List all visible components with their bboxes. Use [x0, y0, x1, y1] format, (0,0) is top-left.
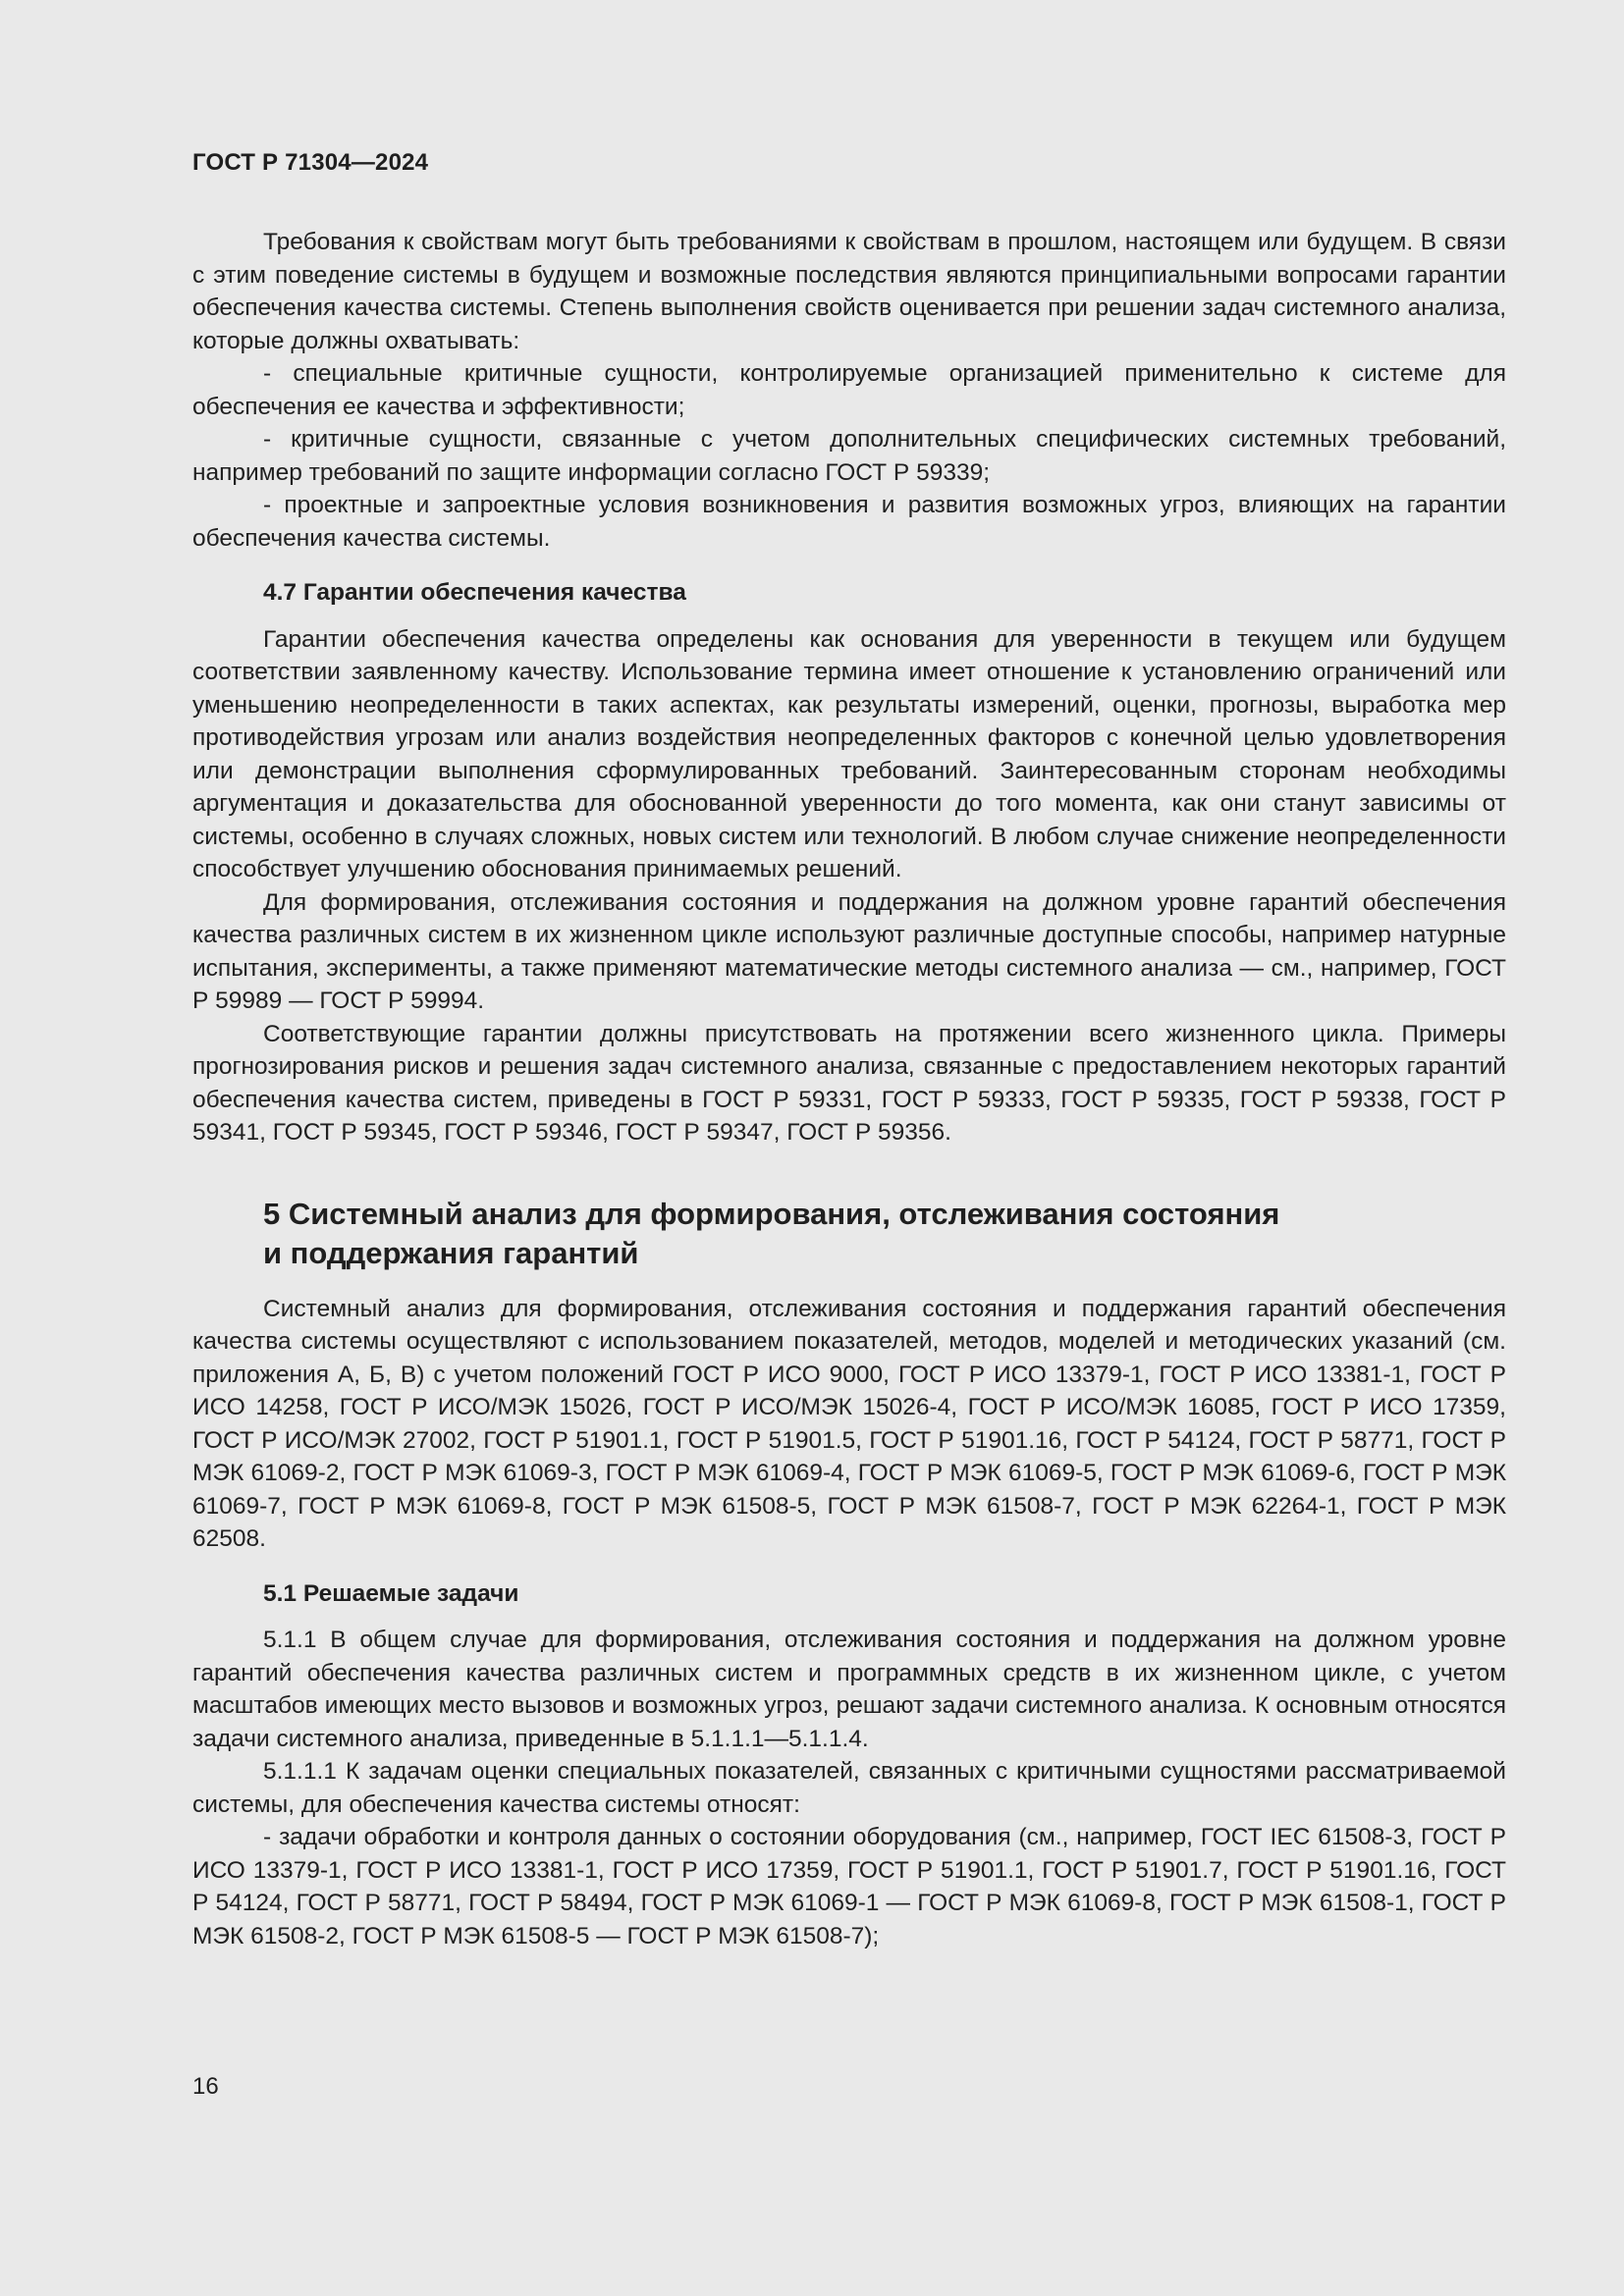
chapter-heading-5 — [263, 1195, 1506, 1273]
paragraph: 5.1.1.1 К задачам оценки специальных показателей, связанных с критичными сущностями рассматриваемой системы, для обеспечения качества системы относят: — [192, 1758, 1506, 1818]
paragraph: Для формирования, отслеживания состояния и поддержания на должном уровне гарантий обеспечения качества различных систем в их жизненном цикле используют различные доступные способы, например натурные испытания, эксперименты, а также применяют математические методы системного анализа — см., например, ГОСТ Р 59989 — ГОСТ Р 59994. — [192, 888, 1506, 1014]
list-item: - проектные и запроектные условия возникновения и развития возможных угроз, влияющих на гарантии обеспечения качества системы. — [192, 492, 1506, 552]
list-item: - специальные критичные сущности, контролируемые организацией применительно к системе для обеспечения ее качества и эффективности; — [192, 360, 1506, 420]
section-heading-4-7: 4.7 Гарантии обеспечения качества — [263, 579, 686, 606]
page-number: 16 — [192, 2073, 219, 2100]
list-item: - задачи обработки и контроля данных о состоянии оборудования (см., например, ГОСТ IEC 61508-3, ГОСТ Р ИСО 13379-1, ГОСТ Р ИСО 13381-1, ГОСТ Р ИСО 17359, ГОСТ Р 51901.1, ГОСТ Р 51901.7, ГОСТ Р 51901.16, ГОСТ Р 54124, ГОСТ Р 58771, ГОСТ Р 58494, ГОСТ Р МЭК 61069-1 — ГОСТ Р МЭК 61069-8, ГОСТ Р МЭК 61508-1, ГОСТ Р МЭК 61508-2, ГОСТ Р МЭК 61508-5 — ГОСТ Р МЭК 61508-7); — [192, 1824, 1506, 1949]
paragraph: Гарантии обеспечения качества определены как основания для уверенности в текущем или будущем соответствии заявленному качеству. Использование термина имеет отношение к установлению ограничений или уменьшению неопределенности в таких аспектах, как результаты измерений, оценки, прогнозы, выработка мер противодействия угрозам или анализ воздействия неопределенных факторов с конечной целью удовлетворения или демонстрации выполнения сформулированных требований. Заинтересованным сторонам необходимы аргументация и доказательства для обоснованной уверенности до того момента, как они станут зависимы от системы, особенно в случаях сложных, новых систем или технологий. В любом случае снижение неопределенности способствует улучшению обоснования принимаемых решений. — [192, 625, 1506, 882]
paragraph: Соответствующие гарантии должны присутствовать на протяжении всего жизненного цикла. Примеры прогнозирования рисков и решения задач системного анализа, связанные с предоставлением некоторых гарантий обеспечения качества систем, приведены в ГОСТ Р 59331, ГОСТ Р 59333, ГОСТ Р 59335, ГОСТ Р 59338, ГОСТ Р 59341, ГОСТ Р 59345, ГОСТ Р 59346, ГОСТ Р 59347, ГОСТ Р 59356. — [192, 1020, 1506, 1146]
paragraph: 5.1.1 В общем случае для формирования, отслеживания состояния и поддержания на должном уровне гарантий обеспечения качества различных систем и программных средств в их жизненном цикле, с учетом масштабов имеющих место вызовов и возможных угроз, решают задачи системного анализа. К основным относятся задачи системного анализа, приведенные в 5.1.1.1—5.1.1.4. — [192, 1627, 1506, 1752]
chapter-heading-line: и поддержания гарантий — [263, 1235, 639, 1270]
section-heading-5-1: 5.1 Решаемые задачи — [263, 1579, 519, 1607]
paragraph: Требования к свойствам могут быть требованиями к свойствам в прошлом, настоящем или будущем. В связи с этим поведение системы в будущем и возможные последствия являются принципиальными вопросами гарантии обеспечения качества системы. Степень выполнения свойств оценивается при решении задач системного анализа, которые должны охватывать: — [192, 229, 1506, 354]
document-code-header: ГОСТ Р 71304—2024 — [192, 149, 429, 176]
paragraph: Системный анализ для формирования, отслеживания состояния и поддержания гарантий обеспечения качества системы осуществляют с использованием показателей, методов, моделей и методических указаний (см. приложения А, Б, В) с учетом положений ГОСТ Р ИСО 9000, ГОСТ Р ИСО 13379-1, ГОСТ Р ИСО 13381-1, ГОСТ Р ИСО 14258, ГОСТ Р ИСО/МЭК 15026, ГОСТ Р ИСО/МЭК 15026-4, ГОСТ Р ИСО/МЭК 16085, ГОСТ Р ИСО 17359, ГОСТ Р ИСО/МЭК 27002, ГОСТ Р 51901.1, ГОСТ Р 51901.5, ГОСТ Р 51901.16, ГОСТ Р 54124, ГОСТ Р 58771, ГОСТ Р МЭК 61069-2, ГОСТ Р МЭК 61069-3, ГОСТ Р МЭК 61069-4, ГОСТ Р МЭК 61069-5, ГОСТ Р МЭК 61069-6, ГОСТ Р МЭК 61069-7, ГОСТ Р МЭК 61069-8, ГОСТ Р МЭК 61508-5, ГОСТ Р МЭК 61508-7, ГОСТ Р МЭК 62264-1, ГОСТ Р МЭК 62508. — [192, 1295, 1506, 1552]
page-content — [192, 226, 1506, 1952]
chapter-heading-line: 5 Системный анализ для формирования, отслеживания состояния — [263, 1196, 1280, 1231]
list-item: - критичные сущности, связанные с учетом дополнительных специфических системных требований, например требований по защите информации согласно ГОСТ Р 59339; — [192, 426, 1506, 486]
